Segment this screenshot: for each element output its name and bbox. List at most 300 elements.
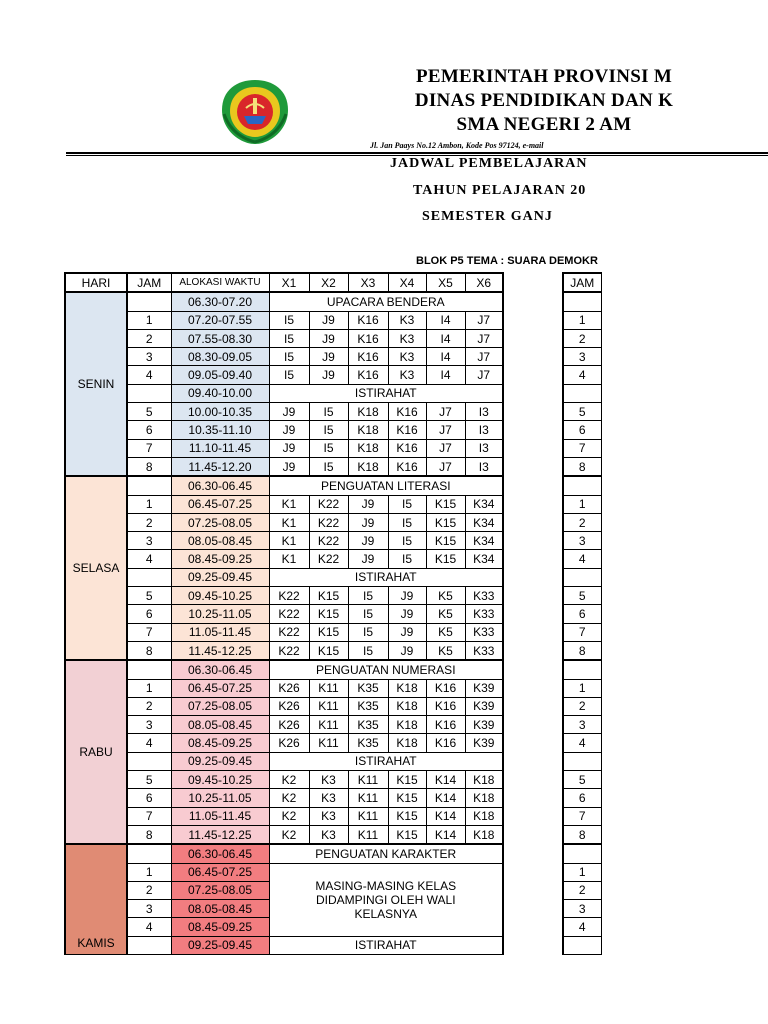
class-cell: J9 [348,513,388,531]
document-title: JADWAL PEMBELAJARAN [390,156,588,171]
time-cell: 09.40-10.00 [171,384,269,402]
jam-cell: 7 [127,439,171,457]
jam-cell: 3 [127,716,171,734]
jam-cell: 2 [127,881,171,899]
table-row [65,807,601,825]
time-cell: 10.35-11.10 [171,421,269,439]
class-cell: K18 [465,825,503,844]
table-row [65,568,601,586]
class-cell: K16 [348,311,388,329]
jam-right-cell: 5 [563,403,601,421]
class-cell: K11 [309,734,348,752]
column-gap [503,881,563,899]
table-row [65,476,601,495]
column-gap [503,532,563,550]
merged-note: MASING-MASING KELAS DIDAMPINGI OLEH WALI KELASNYA [269,863,503,936]
column-gap [503,457,563,476]
column-gap [503,641,563,660]
column-gap [503,605,563,623]
class-cell: K39 [465,679,503,697]
jam-right-cell [563,292,601,311]
jam-cell: 6 [127,789,171,807]
jam-right-cell: 4 [563,550,601,568]
time-cell: 11.05-11.45 [171,807,269,825]
class-cell: K39 [465,697,503,715]
jam-right-cell: 1 [563,863,601,881]
class-cell: K35 [348,697,388,715]
time-cell: 10.00-10.35 [171,403,269,421]
class-cell: K39 [465,716,503,734]
jam-cell [127,476,171,495]
class-cell: K3 [388,329,426,347]
jam-right-cell: 1 [563,495,601,513]
class-cell: K26 [269,697,309,715]
jam-right-cell: 4 [563,918,601,936]
class-cell: K16 [426,697,465,715]
class-cell: J7 [465,366,503,384]
jam-right-cell: 7 [563,623,601,641]
jam-cell: 5 [127,587,171,605]
time-cell: 08.30-09.05 [171,348,269,366]
class-cell: K35 [348,716,388,734]
jam-cell: 4 [127,734,171,752]
jam-cell [127,384,171,402]
class-cell: J9 [388,605,426,623]
time-cell: 07.25-08.05 [171,881,269,899]
table-row [65,716,601,734]
class-cell: K34 [465,495,503,513]
time-cell: 06.45-07.25 [171,495,269,513]
table-row [65,587,601,605]
time-cell: 06.45-07.25 [171,679,269,697]
class-cell: K16 [348,366,388,384]
column-gap [503,825,563,844]
time-cell: 09.25-09.45 [171,752,269,770]
time-cell: 07.20-07.55 [171,311,269,329]
class-cell: K14 [426,789,465,807]
class-cell: I5 [269,348,309,366]
class-cell: K3 [309,807,348,825]
class-cell: J9 [309,329,348,347]
jam-cell: 3 [127,532,171,550]
class-cell: K16 [388,457,426,476]
col-header-class: X3 [348,273,388,292]
jam-right-cell: 2 [563,329,601,347]
col-header-class: X5 [426,273,465,292]
class-cell: K11 [348,825,388,844]
time-cell: 06.45-07.25 [171,863,269,881]
class-cell: K26 [269,734,309,752]
column-gap [503,716,563,734]
time-cell: 08.45-09.25 [171,918,269,936]
activity-label: ISTIRAHAT [269,568,503,586]
class-cell: K22 [309,550,348,568]
class-cell: I4 [426,311,465,329]
jam-right-cell: 6 [563,605,601,623]
jam-cell: 5 [127,403,171,421]
class-cell: K1 [269,550,309,568]
class-cell: J7 [426,421,465,439]
activity-label: PENGUATAN NUMERASI [269,660,503,679]
jam-cell: 1 [127,311,171,329]
day-cell-selasa: SELASA [65,476,127,660]
class-cell: K14 [426,825,465,844]
class-cell: K14 [426,771,465,789]
table-row [65,825,601,844]
jam-right-cell: 2 [563,513,601,531]
time-cell: 11.45-12.25 [171,825,269,844]
col-header-jam-right: JAM [563,273,601,292]
jam-right-cell: 6 [563,421,601,439]
class-cell: K5 [426,605,465,623]
table-row [65,771,601,789]
time-cell: 06.30-06.45 [171,660,269,679]
class-cell: K22 [309,495,348,513]
jam-right-cell [563,384,601,402]
class-cell: K15 [388,771,426,789]
activity-label: ISTIRAHAT [269,936,503,954]
class-cell: K11 [348,771,388,789]
col-header-class: X1 [269,273,309,292]
class-cell: K15 [426,513,465,531]
jam-right-cell [563,568,601,586]
class-cell: K18 [388,716,426,734]
class-cell: K15 [309,587,348,605]
class-cell: K22 [309,532,348,550]
class-cell: I5 [309,403,348,421]
class-cell: I5 [269,311,309,329]
table-row [65,936,601,954]
class-cell: K1 [269,495,309,513]
time-cell: 11.45-12.25 [171,641,269,660]
column-gap [503,623,563,641]
table-row [65,403,601,421]
class-cell: I4 [426,348,465,366]
column-gap [503,329,563,347]
class-cell: K2 [269,789,309,807]
time-cell: 08.45-09.25 [171,550,269,568]
class-cell: K26 [269,716,309,734]
class-cell: I5 [269,329,309,347]
class-cell: I5 [348,641,388,660]
activity-label: PENGUATAN LITERASI [269,476,503,495]
jam-cell: 1 [127,863,171,881]
class-cell: J7 [426,457,465,476]
jam-cell: 3 [127,900,171,918]
header-school: SMA NEGERI 2 AM [456,114,632,135]
header-department: DINAS PENDIDIKAN DAN K [414,90,674,111]
jam-right-cell [563,752,601,770]
jam-right-cell: 8 [563,825,601,844]
class-cell: K22 [269,605,309,623]
jam-right-cell: 6 [563,789,601,807]
jam-right-cell: 1 [563,311,601,329]
jam-right-cell: 4 [563,734,601,752]
class-cell: J9 [348,532,388,550]
class-cell: K22 [269,641,309,660]
class-cell: J9 [348,495,388,513]
class-cell: K39 [465,734,503,752]
class-cell: J9 [309,311,348,329]
column-gap [503,844,563,863]
document-semester: SEMESTER GANJ [422,209,553,224]
class-cell: K11 [309,716,348,734]
school-emblem-icon [218,78,292,146]
day-cell-senin: SENIN [65,292,127,476]
table-row [65,384,601,402]
column-gap [503,439,563,457]
jam-right-cell [563,936,601,954]
activity-label: UPACARA BENDERA [269,292,503,311]
table-row [65,421,601,439]
class-cell: K15 [309,605,348,623]
time-cell: 11.45-12.20 [171,457,269,476]
column-gap [503,550,563,568]
column-gap [503,697,563,715]
jam-cell: 7 [127,623,171,641]
time-cell: 08.05-08.45 [171,532,269,550]
column-gap [503,403,563,421]
class-cell: I5 [388,495,426,513]
column-gap [503,366,563,384]
class-cell: K16 [388,421,426,439]
table-row [65,348,601,366]
column-gap [503,513,563,531]
jam-cell: 3 [127,348,171,366]
class-cell: J9 [269,439,309,457]
column-gap [503,734,563,752]
column-gap [503,789,563,807]
jam-right-cell: 3 [563,348,601,366]
activity-label: ISTIRAHAT [269,384,503,402]
jam-cell [127,752,171,770]
table-row [65,311,601,329]
jam-cell: 1 [127,679,171,697]
column-gap [503,918,563,936]
class-cell: K11 [309,679,348,697]
jam-cell: 6 [127,605,171,623]
table-row [65,623,601,641]
class-cell: K15 [388,807,426,825]
time-cell: 06.30-06.45 [171,476,269,495]
class-cell: I5 [388,532,426,550]
class-cell: I3 [465,439,503,457]
class-cell: K1 [269,532,309,550]
class-cell: J9 [388,587,426,605]
column-gap [503,863,563,881]
class-cell: K3 [388,311,426,329]
class-cell: K11 [348,807,388,825]
jam-cell: 5 [127,771,171,789]
column-gap [503,476,563,495]
class-cell: J9 [269,457,309,476]
class-cell: K18 [465,771,503,789]
activity-label: ISTIRAHAT [269,752,503,770]
class-cell: K11 [348,789,388,807]
time-cell: 10.25-11.05 [171,605,269,623]
time-cell: 09.25-09.45 [171,936,269,954]
class-cell: J9 [388,623,426,641]
class-cell: I5 [309,439,348,457]
table-row [65,789,601,807]
jam-cell: 4 [127,550,171,568]
table-row [65,513,601,531]
column-gap [503,679,563,697]
jam-right-cell: 4 [563,366,601,384]
class-cell: J7 [426,403,465,421]
time-cell: 08.05-08.45 [171,716,269,734]
jam-right-cell [563,844,601,863]
document-academic-year: TAHUN PELAJARAN 20 [413,183,587,198]
class-cell: I3 [465,421,503,439]
class-cell: K16 [388,403,426,421]
class-cell: J7 [465,311,503,329]
class-cell: K22 [269,623,309,641]
col-header-class: X4 [388,273,426,292]
jam-right-cell: 7 [563,439,601,457]
class-cell: K5 [426,641,465,660]
class-cell: K16 [426,679,465,697]
class-cell: I3 [465,403,503,421]
class-cell: K3 [388,348,426,366]
jam-cell: 1 [127,495,171,513]
header-rule-thick [66,152,768,154]
schedule-table [64,272,602,955]
table-row [65,752,601,770]
table-header-row [65,273,601,292]
jam-right-cell [563,476,601,495]
class-cell: K16 [388,439,426,457]
col-header-class: X2 [309,273,348,292]
class-cell: K22 [269,587,309,605]
table-row [65,641,601,660]
column-gap [503,348,563,366]
class-cell: J9 [309,348,348,366]
jam-cell [127,568,171,586]
class-cell: K3 [309,771,348,789]
day-cell-kamis: KAMIS [65,844,127,954]
class-cell: I5 [348,605,388,623]
jam-cell [127,292,171,311]
jam-cell: 2 [127,697,171,715]
class-cell: K15 [388,825,426,844]
time-cell: 06.30-06.45 [171,844,269,863]
class-cell: K18 [348,457,388,476]
time-cell: 11.10-11.45 [171,439,269,457]
jam-cell [127,844,171,863]
time-cell: 08.05-08.45 [171,900,269,918]
table-row [65,863,601,881]
class-cell: K16 [426,716,465,734]
jam-cell: 7 [127,807,171,825]
class-cell: K33 [465,587,503,605]
class-cell: K18 [348,403,388,421]
time-cell: 10.25-11.05 [171,789,269,807]
class-cell: K35 [348,734,388,752]
class-cell: K33 [465,605,503,623]
class-cell: J7 [426,439,465,457]
table-row [65,532,601,550]
class-cell: K15 [426,495,465,513]
class-cell: K18 [388,679,426,697]
time-cell: 06.30-07.20 [171,292,269,311]
class-cell: J7 [465,348,503,366]
jam-right-cell: 1 [563,679,601,697]
class-cell: K34 [465,513,503,531]
jam-right-cell: 3 [563,716,601,734]
class-cell: K33 [465,641,503,660]
class-cell: I5 [388,513,426,531]
time-cell: 09.25-09.45 [171,568,269,586]
col-header-hari: HARI [65,273,127,292]
class-cell: J9 [348,550,388,568]
table-row [65,457,601,476]
time-cell: 09.45-10.25 [171,771,269,789]
jam-cell: 8 [127,641,171,660]
class-cell: I4 [426,366,465,384]
column-gap [503,807,563,825]
class-cell: K33 [465,623,503,641]
jam-cell: 2 [127,329,171,347]
jam-cell: 8 [127,825,171,844]
class-cell: K35 [348,679,388,697]
table-row [65,495,601,513]
class-cell: K26 [269,679,309,697]
jam-right-cell: 3 [563,900,601,918]
column-gap [503,660,563,679]
column-gap [503,495,563,513]
time-cell: 09.45-10.25 [171,587,269,605]
col-header-jam: JAM [127,273,171,292]
class-cell: K15 [426,550,465,568]
column-gap [503,384,563,402]
jam-right-cell: 8 [563,457,601,476]
column-gap [503,752,563,770]
header-government: PEMERINTAH PROVINSI M [415,66,673,87]
jam-right-cell: 5 [563,587,601,605]
column-gap [503,421,563,439]
class-cell: I5 [348,587,388,605]
class-cell: K18 [348,421,388,439]
class-cell: K14 [426,807,465,825]
class-cell: K5 [426,623,465,641]
table-row [65,292,601,311]
class-cell: I5 [309,421,348,439]
table-row [65,697,601,715]
class-cell: J9 [269,421,309,439]
class-cell: K2 [269,825,309,844]
table-row [65,550,601,568]
jam-right-cell [563,660,601,679]
jam-cell: 8 [127,457,171,476]
column-gap [503,587,563,605]
jam-right-cell: 7 [563,807,601,825]
class-cell: K16 [426,734,465,752]
class-cell: K2 [269,807,309,825]
blok-theme-label: BLOK P5 TEMA : SUARA DEMOKR [416,255,598,267]
class-cell: K15 [309,641,348,660]
table-row [65,734,601,752]
jam-right-cell: 2 [563,881,601,899]
class-cell: K3 [309,825,348,844]
jam-cell [127,660,171,679]
table-row [65,366,601,384]
class-cell: K15 [388,789,426,807]
class-cell: I5 [348,623,388,641]
class-cell: K15 [309,623,348,641]
jam-right-cell: 5 [563,771,601,789]
class-cell: K22 [309,513,348,531]
